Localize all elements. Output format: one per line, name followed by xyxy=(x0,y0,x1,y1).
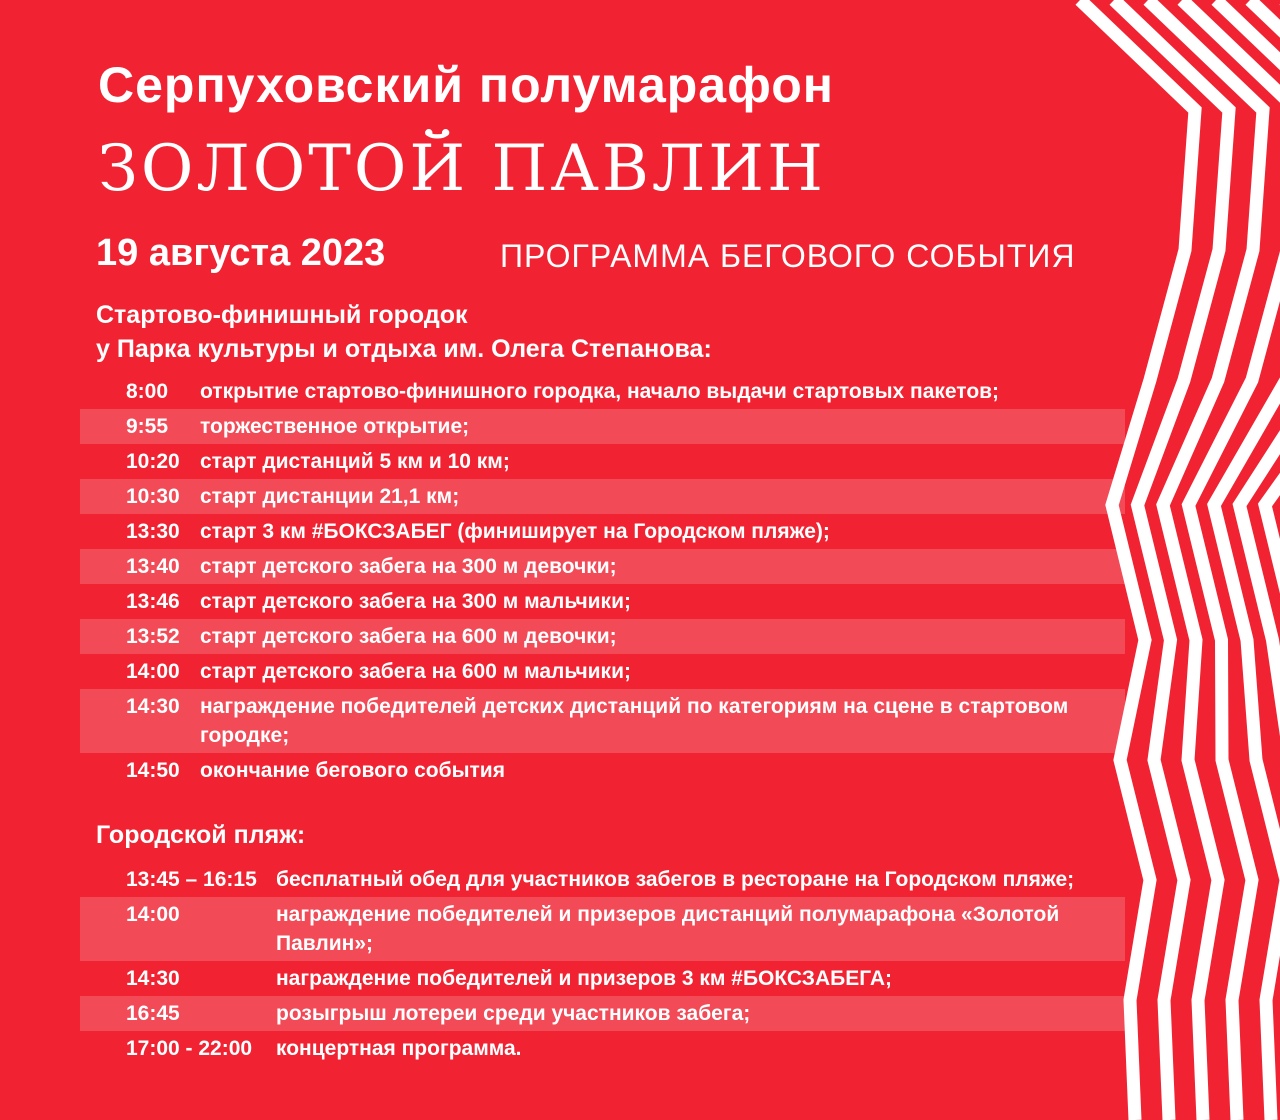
schedule-row xyxy=(80,753,1125,788)
schedule-description: награждение победителей детских дистанций по категориям на сцене в стартовом городке; xyxy=(200,695,1069,747)
schedule-description: торжественное открытие; xyxy=(200,415,470,438)
event-title: Серпуховский полумарафон xyxy=(98,57,834,113)
schedule-row xyxy=(80,862,1125,897)
program-title: ПРОГРАММА БЕГОВОГО СОБЫТИЯ xyxy=(500,238,1076,274)
schedule-description: старт дистанций 5 км и 10 км; xyxy=(200,450,510,473)
schedule-time: 10:20 xyxy=(126,450,180,473)
schedule-time: 8:00 xyxy=(126,380,169,403)
schedule-description: старт 3 км #БОКСЗАБЕГ (финиширует на Городском пляже); xyxy=(200,520,830,543)
schedule-time: 14:30 xyxy=(126,695,180,718)
section2-heading: Городской пляж: xyxy=(96,821,306,849)
schedule-time: 14:50 xyxy=(126,759,180,782)
schedule-description: старт детского забега на 300 м мальчики; xyxy=(200,590,631,613)
schedule-row xyxy=(80,444,1125,479)
schedule-row xyxy=(80,1031,1125,1066)
schedule-time: 14:00 xyxy=(126,660,180,683)
schedule-time: 13:52 xyxy=(126,625,180,648)
schedule-time: 16:45 xyxy=(126,1002,180,1025)
schedule-row xyxy=(80,514,1125,549)
section1-heading-line2: у Парка культуры и отдыха им. Олега Степанова: xyxy=(96,335,712,363)
schedule-row xyxy=(80,409,1125,444)
schedule-time: 13:40 xyxy=(126,555,180,578)
schedule-row xyxy=(80,961,1125,996)
schedule-description: старт детского забега на 600 м мальчики; xyxy=(200,660,631,683)
schedule-row xyxy=(80,374,1125,409)
schedule-time: 14:30 xyxy=(126,967,180,990)
schedule-row xyxy=(80,689,1125,753)
schedule-description: награждение победителей и призеров 3 км #БОКСЗАБЕГА; xyxy=(276,967,892,990)
schedule-description: старт детского забега на 600 м девочки; xyxy=(200,625,617,648)
schedule-description: окончание бегового события xyxy=(200,759,505,782)
schedule-description: старт детского забега на 300 м девочки; xyxy=(200,555,617,578)
event-subtitle: ЗОЛОТОЙ ПАВЛИН xyxy=(98,132,826,206)
schedule-description: открытие стартово-финишного городка, начало выдачи стартовых пакетов; xyxy=(200,380,1000,403)
schedule-row xyxy=(80,549,1125,584)
section1-heading-line1: Стартово-финишный городок xyxy=(96,301,468,329)
schedule-time: 17:00 - 22:00 xyxy=(126,1037,253,1060)
schedule-row xyxy=(80,584,1125,619)
schedule-description: бесплатный обед для участников забегов в ресторане на Городском пляже; xyxy=(276,868,1075,891)
section1-heading xyxy=(96,298,712,366)
schedule-start-finish xyxy=(80,374,1125,788)
schedule-row xyxy=(80,654,1125,689)
schedule-time: 9:55 xyxy=(126,415,169,438)
schedule-row xyxy=(80,619,1125,654)
schedule-time: 13:30 xyxy=(126,520,180,543)
schedule-time: 13:46 xyxy=(126,590,180,613)
schedule-time: 14:00 xyxy=(126,903,180,926)
schedule-city-beach xyxy=(80,862,1125,1066)
schedule-description: концертная программа. xyxy=(276,1037,522,1060)
schedule-row xyxy=(80,996,1125,1031)
event-date: 19 августа 2023 xyxy=(96,232,386,274)
schedule-time: 10:30 xyxy=(126,485,180,508)
schedule-description: награждение победителей и призеров дистанций полумарафона «Золотой Павлин»; xyxy=(276,903,1060,955)
schedule-row xyxy=(80,479,1125,514)
schedule-description: розыгрыш лотереи среди участников забега; xyxy=(276,1002,751,1025)
schedule-time: 13:45 – 16:15 xyxy=(126,868,257,891)
schedule-row xyxy=(80,897,1125,961)
schedule-description: старт дистанции 21,1 км; xyxy=(200,485,460,508)
